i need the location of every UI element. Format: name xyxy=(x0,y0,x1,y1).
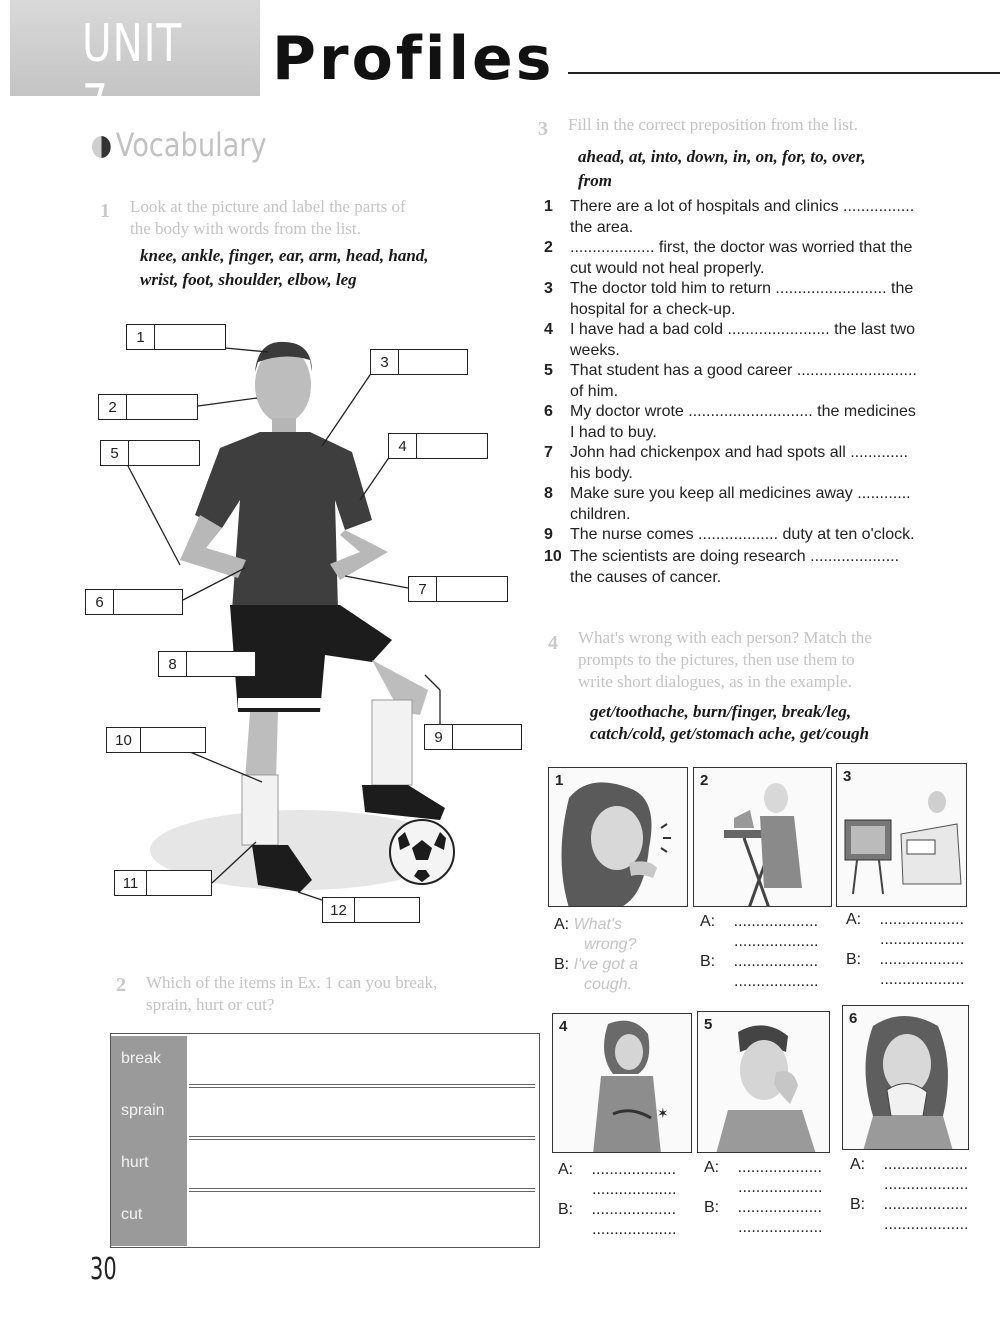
ex2-row-label: break xyxy=(111,1036,187,1088)
item-line-1: ................... first, the doctor was worried that the xyxy=(570,239,913,256)
picture-4 xyxy=(552,1013,692,1153)
man-burnt-finger-illustration xyxy=(694,768,832,907)
item-number: 10 xyxy=(544,548,562,565)
speaker-b-label: B: xyxy=(850,1196,866,1213)
speaker-b-label: B: xyxy=(558,1201,574,1218)
ex3-words-line-1: ahead, at, into, down, in, on, for, to, over, xyxy=(578,147,866,166)
picture-number: 4 xyxy=(559,1018,568,1035)
answer-blank[interactable]: ................... xyxy=(880,931,965,948)
dialogue-1 xyxy=(554,915,638,995)
answer-blank[interactable]: ................... xyxy=(879,911,965,928)
item-line-2: I had to buy. xyxy=(570,424,657,441)
item-line-2: the area. xyxy=(570,219,634,236)
label-blank[interactable] xyxy=(187,652,255,676)
answer-blank[interactable]: ................... xyxy=(737,1159,823,1176)
page-number: 30 xyxy=(90,1252,117,1287)
item-line-2: weeks. xyxy=(570,342,620,359)
answer-blank[interactable]: ................... xyxy=(738,1179,823,1196)
item-line-2: children. xyxy=(570,506,631,523)
ex4-number: 4 xyxy=(548,632,558,654)
picture-6 xyxy=(842,1005,969,1150)
picture-number: 1 xyxy=(555,772,564,789)
ex2-instruction-line-2: sprain, hurt or cut? xyxy=(146,995,275,1014)
item-line-1: The doctor told him to return ......................... the xyxy=(570,280,914,297)
dialogue-2 xyxy=(700,912,818,992)
item-line-1: Make sure you keep all medicines away ............ xyxy=(570,485,911,502)
ex2-instruction-line-1: Which of the items in Ex. 1 can you break, xyxy=(146,973,438,992)
ex4-instruction-line-3: write short dialogues, as in the example. xyxy=(578,672,852,691)
label-number: 1 xyxy=(127,325,155,349)
label-blank[interactable] xyxy=(155,325,225,349)
woman-cold-illustration xyxy=(843,1006,969,1150)
item-number: 1 xyxy=(544,198,553,215)
label-number: 11 xyxy=(115,871,147,895)
item-number: 4 xyxy=(544,321,553,338)
ex3-number: 3 xyxy=(538,118,548,140)
unit-label: UNIT 7 xyxy=(82,14,182,134)
answer-blank[interactable]: ................... xyxy=(738,1219,823,1236)
item-line-1: My doctor wrote ............................ the medicines xyxy=(570,403,916,420)
ex1-words-line-2: wrist, foot, shoulder, elbow, leg xyxy=(140,270,357,289)
label-number: 7 xyxy=(409,577,437,601)
ex4-words-line-1: get/toothache, burn/finger, break/leg, xyxy=(590,702,852,721)
label-blank[interactable] xyxy=(141,728,205,752)
label-number: 6 xyxy=(86,590,114,614)
answer-blank[interactable]: ................... xyxy=(883,1196,969,1213)
ex2-row-label: sprain xyxy=(111,1088,187,1140)
answer-blank[interactable]: ................... xyxy=(884,1216,969,1233)
speaker-b-label: B: xyxy=(704,1199,720,1216)
item-line-2: hospital for a check-up. xyxy=(570,301,736,318)
item-line-1: The scientists are doing research .................... xyxy=(570,548,900,565)
picture-number: 6 xyxy=(849,1010,858,1027)
item-line-1: The nurse comes .................. duty at ten o'clock. xyxy=(570,526,915,543)
dialogue-3 xyxy=(846,910,964,990)
speaker-a-label: A: xyxy=(704,1159,720,1176)
label-number: 4 xyxy=(389,434,417,458)
ex4-words-line-2: catch/cold, get/stomach ache, get/cough xyxy=(590,724,870,743)
answer-blank[interactable]: ................... xyxy=(592,1181,677,1198)
label-blank[interactable] xyxy=(114,590,182,614)
picture-1 xyxy=(548,767,688,907)
label-box-3[interactable] xyxy=(370,349,468,375)
man-toothache-illustration xyxy=(698,1012,830,1153)
label-number: 10 xyxy=(107,728,141,752)
ex2-row-hurt xyxy=(111,1140,539,1192)
example-a-line-1: What's xyxy=(573,916,622,933)
item-number: 9 xyxy=(544,526,553,543)
label-blank[interactable] xyxy=(417,434,487,458)
label-number: 8 xyxy=(159,652,187,676)
ex1-number: 1 xyxy=(100,200,110,222)
item-number: 6 xyxy=(544,403,553,420)
label-number: 2 xyxy=(99,395,127,419)
dialogue-6 xyxy=(850,1155,968,1235)
label-blank[interactable] xyxy=(437,577,507,601)
item-number: 5 xyxy=(544,362,553,379)
picture-3 xyxy=(836,763,967,907)
section-heading-text: Vocabulary xyxy=(115,126,267,164)
label-blank[interactable] xyxy=(453,725,521,749)
speaker-a-label: A: xyxy=(700,913,716,930)
label-blank[interactable] xyxy=(355,898,419,922)
label-box-1[interactable] xyxy=(126,324,226,350)
item-line-1: That student has a good career ........................... xyxy=(570,362,917,379)
item-number: 3 xyxy=(544,280,553,297)
example-a-line-2: wrong? xyxy=(584,936,637,953)
label-box-9[interactable] xyxy=(424,724,522,750)
speaker-b-label: B: xyxy=(700,953,716,970)
label-blank[interactable] xyxy=(127,395,197,419)
ex2-table xyxy=(110,1033,540,1248)
label-box-10[interactable] xyxy=(106,727,206,753)
answer-blank[interactable]: ................... xyxy=(879,951,965,968)
speaker-a-label: A: xyxy=(850,1156,866,1173)
label-box-11[interactable] xyxy=(114,870,212,896)
item-line-1: John had chickenpox and had spots all ............. xyxy=(570,444,908,461)
item-line-1: I have had a bad cold ....................... the last two xyxy=(570,321,916,338)
ex4-instruction-line-2: prompts to the pictures, then use them to xyxy=(578,650,855,669)
example-b-line-1: I've got a xyxy=(573,956,639,973)
answer-blank[interactable]: ................... xyxy=(591,1161,677,1178)
item-number: 8 xyxy=(544,485,553,502)
ex2-row-label: cut xyxy=(111,1192,187,1246)
ex2-row-break xyxy=(111,1036,539,1088)
man-broken-leg-illustration xyxy=(837,764,967,907)
label-number: 5 xyxy=(101,441,129,465)
ex2-number: 2 xyxy=(116,974,126,996)
example-b-line-2: cough. xyxy=(584,976,633,993)
speaker-a-label: A: xyxy=(558,1161,574,1178)
ex1-instruction-line-1: Look at the picture and label the parts of xyxy=(130,197,406,216)
ex3-instruction: Fill in the correct preposition from the list. xyxy=(568,115,858,134)
ex1-instruction-line-2: the body with words from the list. xyxy=(130,219,361,238)
label-box-2[interactable] xyxy=(98,394,198,420)
picture-number: 5 xyxy=(704,1016,713,1033)
answer-blank[interactable]: ................... xyxy=(880,971,965,988)
item-line-1: There are a lot of hospitals and clinics ................ xyxy=(570,198,915,215)
label-box-12[interactable] xyxy=(322,897,420,923)
picture-number: 2 xyxy=(700,772,709,789)
label-blank[interactable] xyxy=(147,871,211,895)
ex2-row-label: hurt xyxy=(111,1140,187,1192)
answer-blank[interactable]: ................... xyxy=(733,953,819,970)
ex2-row-cut xyxy=(111,1192,539,1246)
label-box-7[interactable] xyxy=(408,576,508,602)
picture-number: 3 xyxy=(843,768,852,785)
answer-blank[interactable]: ................... xyxy=(883,1156,969,1173)
label-number: 12 xyxy=(323,898,355,922)
label-box-6[interactable] xyxy=(85,589,183,615)
label-number: 9 xyxy=(425,725,453,749)
dialogue-5 xyxy=(704,1158,822,1238)
speaker-a-label: A: xyxy=(846,911,862,928)
answer-blank[interactable]: ................... xyxy=(734,933,819,950)
item-line-2: his body. xyxy=(570,465,633,482)
ex1-words-line-1: knee, ankle, finger, ear, arm, head, hand, xyxy=(140,246,429,265)
answer-blank[interactable]: ................... xyxy=(591,1201,677,1218)
answer-blank[interactable]: ................... xyxy=(737,1199,823,1216)
picture-5 xyxy=(697,1011,830,1153)
label-box-5[interactable] xyxy=(100,440,200,466)
item-number: 2 xyxy=(544,239,553,256)
speaker-a-label: A: xyxy=(554,916,570,933)
ex3-words-line-2: from xyxy=(578,171,612,190)
answer-blank[interactable]: ................... xyxy=(884,1176,969,1193)
item-number: 7 xyxy=(544,444,553,461)
ex4-instruction-line-1: What's wrong with each person? Match the xyxy=(578,628,872,647)
answer-blank[interactable]: ................... xyxy=(734,973,819,990)
item-line-2: of him. xyxy=(570,383,619,400)
label-blank[interactable] xyxy=(129,441,199,465)
label-number: 3 xyxy=(371,350,399,374)
item-line-2: cut would not heal properly. xyxy=(570,260,765,277)
item-line-2: the causes of cancer. xyxy=(570,569,722,586)
answer-blank[interactable]: ................... xyxy=(592,1221,677,1238)
ex2-row-sprain xyxy=(111,1088,539,1140)
label-blank[interactable] xyxy=(399,350,467,374)
woman-stomach-ache-illustration xyxy=(553,1014,692,1153)
label-box-8[interactable] xyxy=(158,651,256,677)
label-box-4[interactable] xyxy=(388,433,488,459)
dialogue-4 xyxy=(558,1160,676,1240)
picture-2 xyxy=(693,767,832,907)
answer-blank[interactable]: ................... xyxy=(733,913,819,930)
speaker-b-label: B: xyxy=(554,956,570,973)
page-title: Profiles xyxy=(272,24,555,94)
woman-coughing-illustration xyxy=(549,768,688,907)
svg-text:✶: ✶ xyxy=(657,1105,669,1121)
speaker-b-label: B: xyxy=(846,951,862,968)
